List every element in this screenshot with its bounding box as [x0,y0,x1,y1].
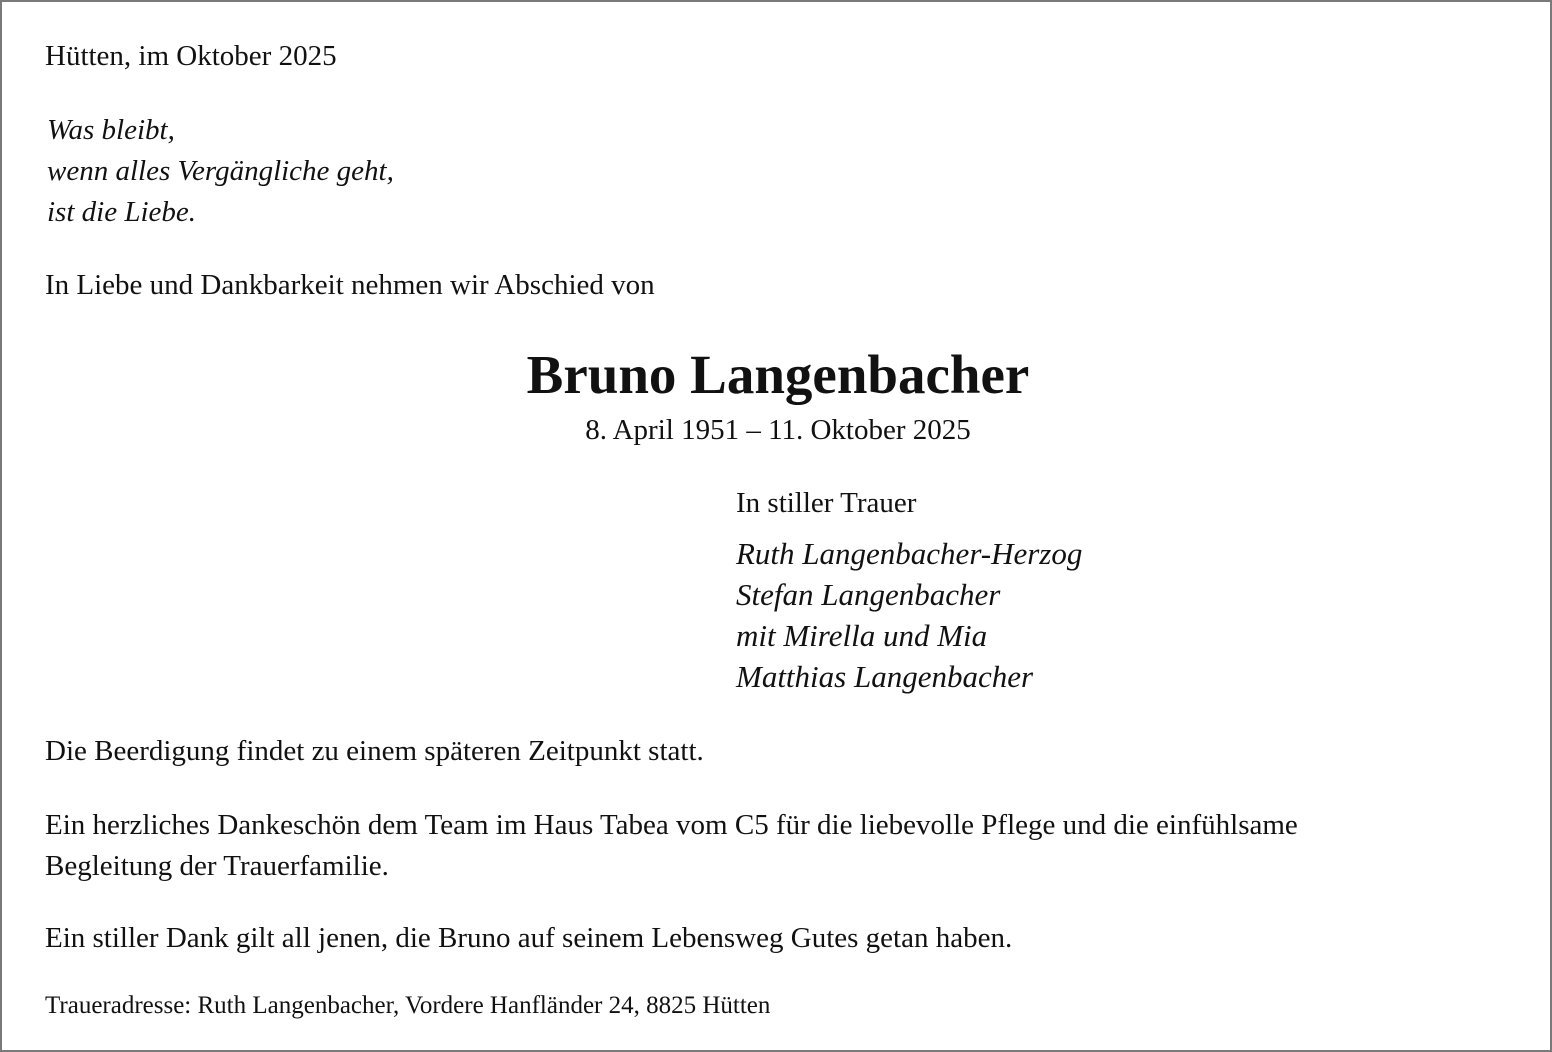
place-date: Hütten, im Oktober 2025 [45,40,337,72]
thanks-line: Ein herzliches Dankeschön dem Team im Haus Tabea vom C5 für die liebevolle Pflege und die einfühlsame [45,809,1298,841]
mourner-name: Stefan Langenbacher [736,577,1001,612]
mourning-heading: In stiller Trauer [736,487,917,519]
deceased-name: Bruno Langenbacher [526,344,1030,405]
thanks-paragraph [45,805,1298,887]
verse-line: ist die Liebe. [47,196,197,228]
mourner-name: Ruth Langenbacher-Herzog [736,536,1083,571]
gratitude-note: Ein stiller Dank gilt all jenen, die Bruno auf seinem Lebensweg Gutes getan haben. [45,922,1013,954]
mourner-name: mit Mirella und Mia [736,618,988,653]
life-dates: 8. April 1951 – 11. Oktober 2025 [585,414,971,446]
mourner-name: Matthias Langenbacher [736,659,1034,694]
verse-line: wenn alles Vergängliche geht, [47,155,394,187]
funeral-note: Die Beerdigung findet zu einem späteren Zeitpunkt statt. [45,735,704,767]
mourning-address: Traueradresse: Ruth Langenbacher, Vordere Hanfländer 24, 8825 Hütten [45,992,771,1019]
thanks-line: Begleitung der Trauerfamilie. [45,850,389,882]
mourner-list [736,533,1082,697]
verse-line: Was bleibt, [47,114,175,146]
farewell-intro: In Liebe und Dankbarkeit nehmen wir Abschied von [45,269,655,301]
memorial-verse [47,110,394,233]
